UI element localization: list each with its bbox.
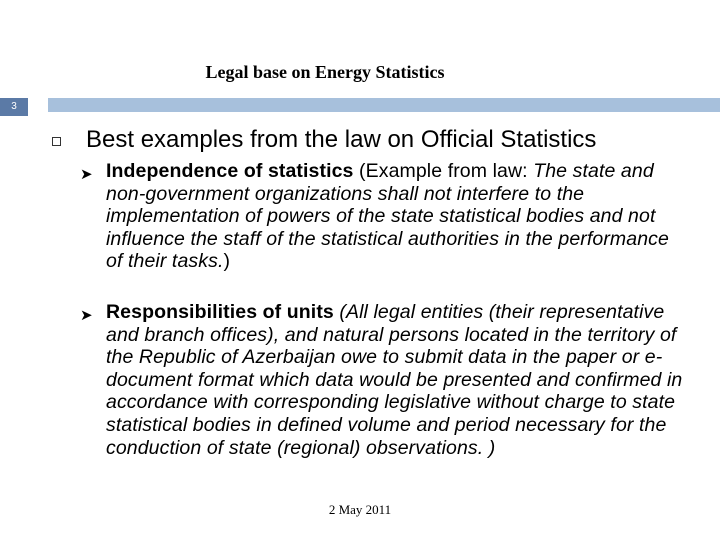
square-bullet-icon — [52, 137, 61, 146]
arrow-bullet-icon: ➤ — [80, 307, 93, 324]
bullet-heading: Independence of statistics — [106, 160, 354, 182]
bullet-heading: Responsibilities of units — [106, 301, 334, 323]
bullet-lead: (Example from law: — [353, 160, 534, 182]
slide-title: Legal base on Energy Statistics — [205, 62, 445, 82]
slide-number: 3 — [0, 98, 28, 116]
arrow-bullet-icon: ➤ — [80, 166, 93, 183]
main-bullet-text: Best examples from the law on Official Statistics — [86, 126, 597, 153]
bullet-item-responsibilities — [106, 301, 686, 459]
bullet-body: (All legal entities (their representative and branch offices), and natural persons located in the territory of the Republic of Azerbaijan owe to submit data in the paper or e-document format which data would be presented and confirmed in accordance with corresponding legislative without charge to state statistical bodies in defined volume and period necessary for the conduction of state (regional) observations. ) — [106, 301, 683, 459]
header-bar — [48, 98, 720, 112]
slide-date: 2 May 2011 — [328, 502, 392, 517]
bullet-tail: ) — [223, 250, 231, 273]
bullet-body: The state and non-government organizations shall not interfere to the implementation of powers of the state statistical bodies and not influence the staff of the statistical authorities in the performance of their tasks. — [106, 160, 669, 273]
bullet-item-independence — [106, 160, 686, 273]
